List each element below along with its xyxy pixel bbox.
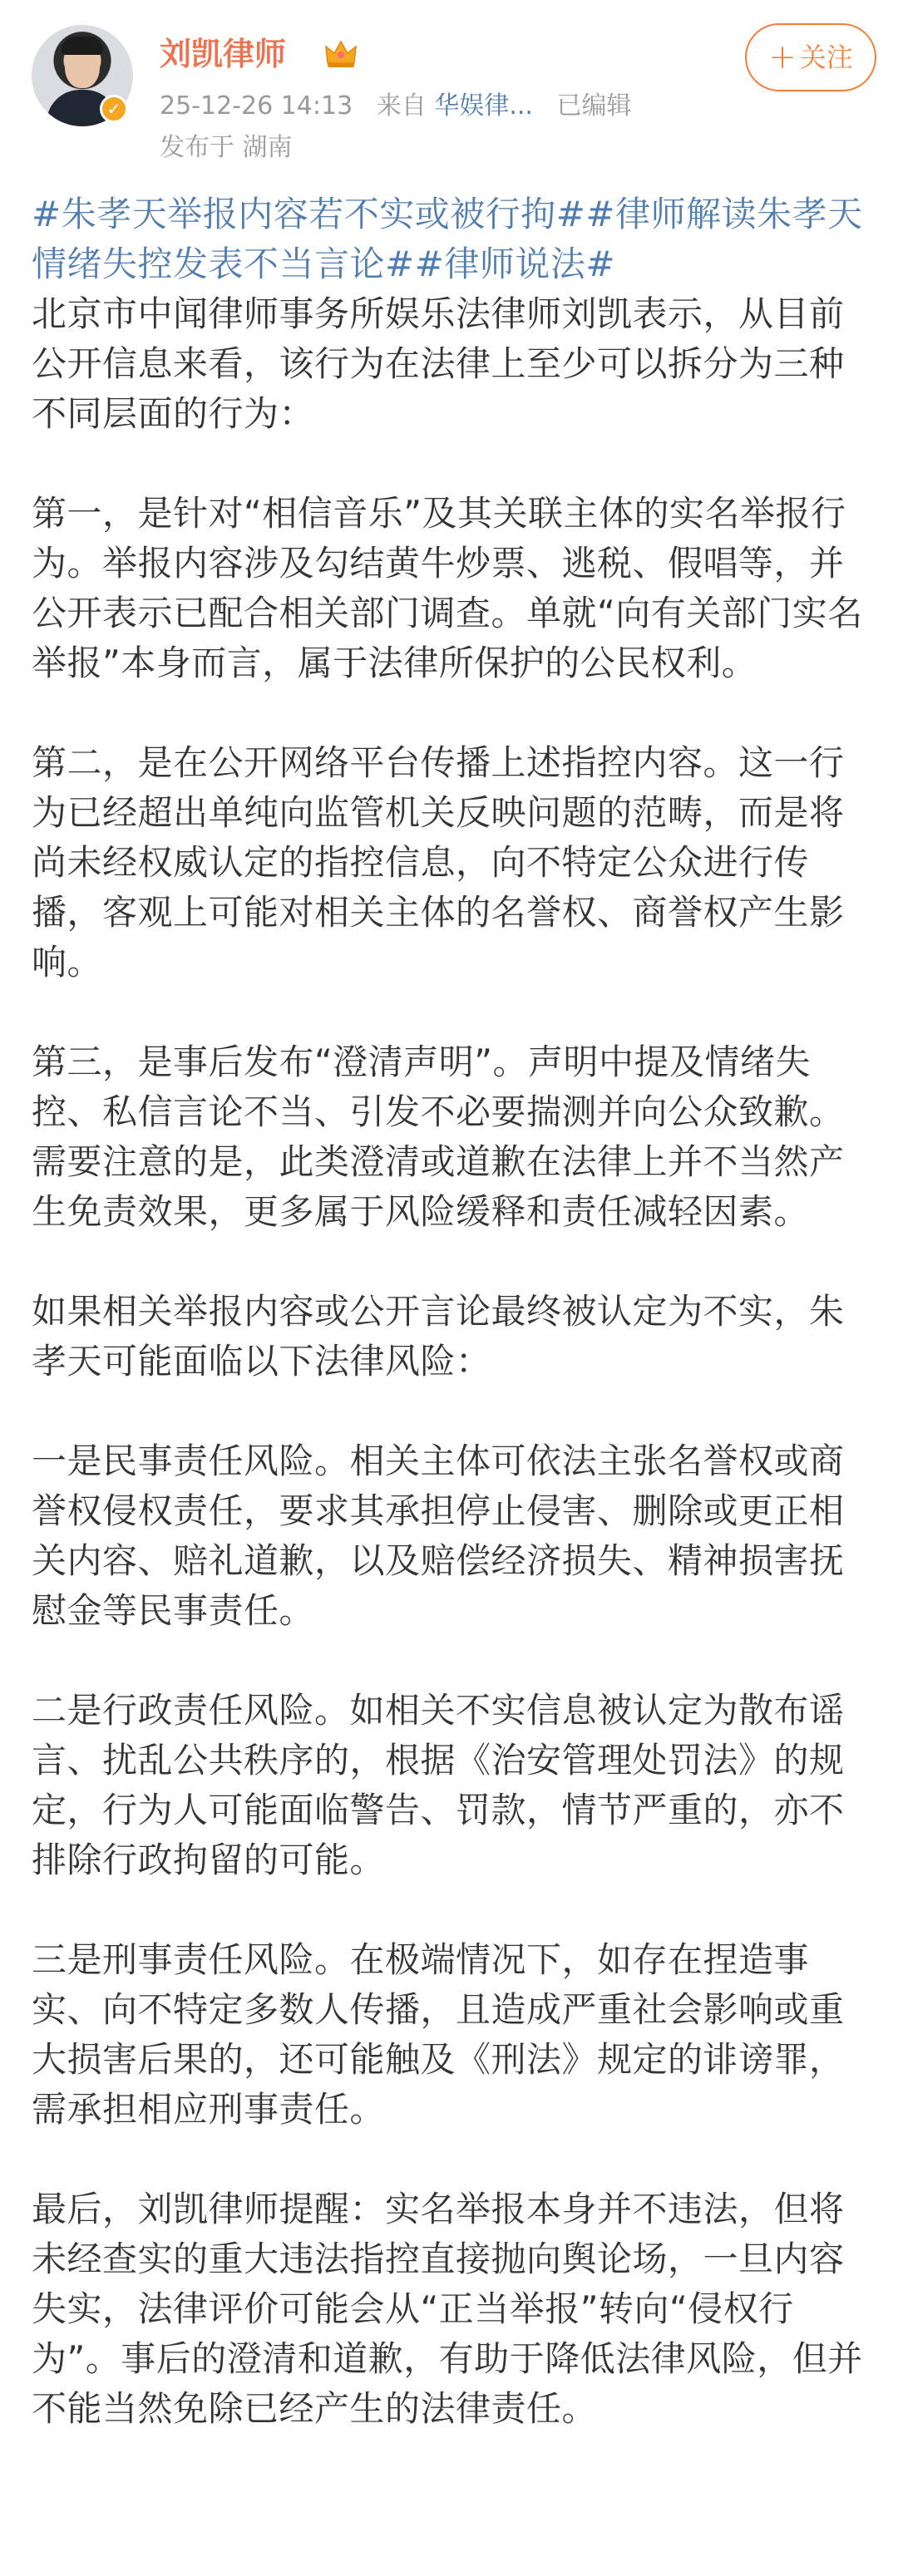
post-paragraph: 第三，是事后发布“澄清声明”。声明中提及情绪失控、私信言论不当、引发不必要揣测并向公众致歉。需要注意的是，此类澄清或道歉在法律上并不当然产生免责效果，更多属于风险缓释和责任减轻因素。 (32, 1042, 845, 1232)
post-location: 发布于 湖南 (160, 133, 293, 162)
post-intro: 北京市中闻律师事务所娱乐法律师刘凯表示，从目前公开信息来看，该行为在法律上至少可以拆分为三种不同层面的行为： (32, 293, 845, 434)
post-paragraph: 如果相关举报内容或公开言论最终被认定为不实，朱孝天可能面临以下法律风险： (32, 1291, 845, 1382)
plus-icon: + (768, 38, 797, 76)
post-header (0, 0, 898, 191)
source-prefix: 来自 (376, 91, 427, 121)
post-meta (160, 90, 632, 123)
post-timestamp: 25-12-26 14:13 (160, 91, 353, 121)
topic-link[interactable]: #朱孝天举报内容若不实或被行拘# (32, 194, 586, 234)
post-paragraph: 第一，是针对“相信音乐”及其关联主体的实名举报行为。举报内容涉及勾结黄牛炒票、逃税、假唱等，并公开表示已配合相关部门调查。单就“向有关部门实名举报”本身而言，属于法律所保护的公民权利。 (32, 493, 863, 683)
edited-label[interactable]: 已编辑 (556, 91, 632, 121)
follow-label: 关注 (799, 42, 853, 73)
author-name[interactable]: 刘凯律师 (160, 36, 287, 72)
post-paragraph: 最后，刘凯律师提醒：实名举报本身并不违法，但将未经查实的重大违法指控直接抛向舆论场，一旦内容失实，法律评价可能会从“正当举报”转向“侵权行为”。事后的澄清和道歉，有助于降低法律风险，但并不能当然免除已经产生的法律责任。 (32, 2189, 863, 2429)
post-content (32, 190, 871, 2484)
follow-button[interactable] (745, 23, 876, 91)
topic-line (32, 190, 871, 289)
source-link[interactable]: 华娱律... (434, 91, 533, 121)
post-paragraph: 三是刑事责任风险。在极端情况下，如存在捏造事实、向不特定多数人传播，且造成严重社会影响或重大损害后果的，还可能触及《刑法》规定的诽谤罪，需承担相应刑事责任。 (32, 1939, 845, 2130)
post-paragraph: 第二，是在公开网络平台传播上述指控内容。这一行为已经超出单纯向监管机关反映问题的范畴，而是将尚未经权威认定的指控信息，向不特定公众进行传播，客观上可能对相关主体的名誉权、商誉权产生影响。 (32, 742, 845, 983)
avatar-hair (62, 37, 103, 55)
topic-link[interactable]: #律师解读朱孝天情绪失控发表不当言论# (32, 194, 863, 284)
crown-icon (324, 38, 358, 70)
post-paragraph: 二是行政责任风险。如相关不实信息被认定为散布谣言、扰乱公共秩序的，根据《治安管理处罚法》的规定，行为人可能面临警告、罚款，情节严重的，亦不排除行政拘留的可能。 (32, 1690, 845, 1880)
topic-link[interactable]: #律师说法# (414, 244, 616, 284)
post-paragraph: 一是民事责任风险。相关主体可依法主张名誉权或商誉权侵权责任，要求其承担停止侵害、删除或更正相关内容、赔礼道歉，以及赔偿经济损失、精神损害抚慰金等民事责任。 (32, 1441, 845, 1631)
verified-badge-icon: ✓ (100, 95, 128, 123)
